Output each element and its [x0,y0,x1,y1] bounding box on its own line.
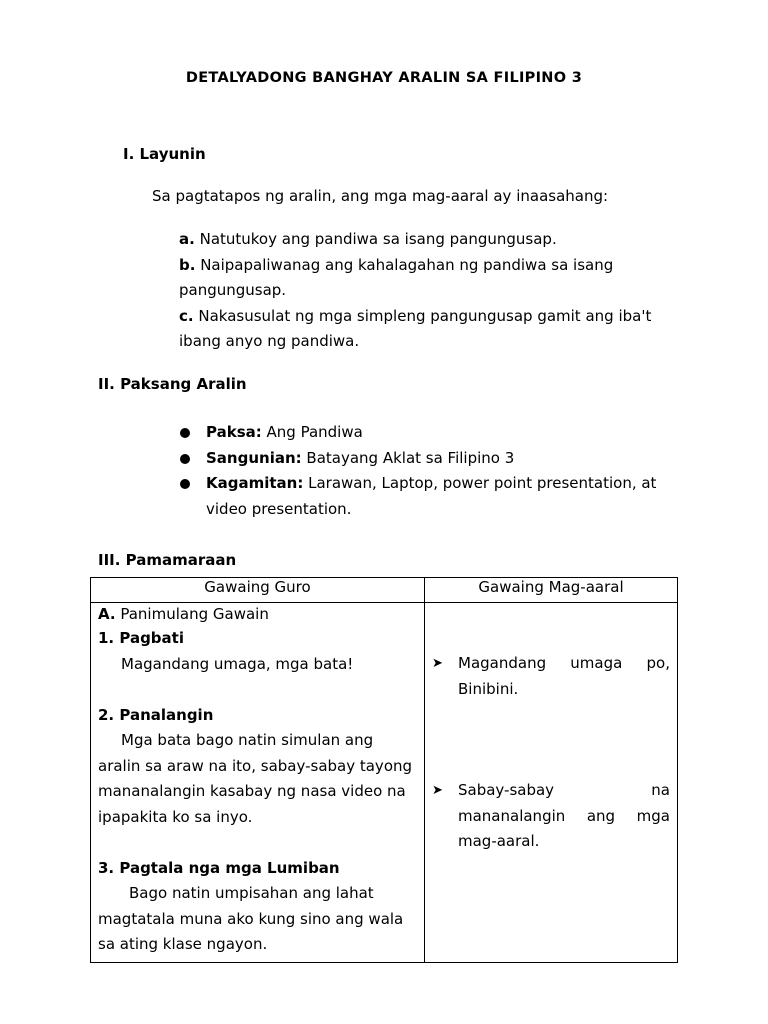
objective-a [179,227,679,253]
objective-letter: b. [179,255,196,274]
pagbati-response [432,651,670,702]
objective-text: Natutukoy ang pandiwa sa isang pangungusap. [194,230,557,248]
panalangin-magaaral-text: Sabay-sabay na mananalangin ang mga mag-aaral. [458,781,670,850]
spacer [432,702,670,778]
spacer [98,830,418,856]
bullet-icon [180,428,190,438]
item-label: Kagamitan: [206,474,304,492]
pagbati-guro-text: Magandang umaga, mga bata! [121,654,354,673]
objectives-intro: Sa pagtatapos ng aralin, ang mga mag-aaral ay inaasahang: [152,187,609,205]
pagbati-heading: 1. Pagbati [98,629,184,647]
list-item-sangunian [178,446,678,472]
bullet-icon [180,479,190,489]
item-value: Batayang Aklat sa Filipino 3 [301,448,515,467]
objective-letter: a. [179,230,195,248]
panalangin-guro-text: Mga bata bago natin simulan ang aralin sa araw na ito, sabay-sabay tayong mananalangin kasabay ng nasa video na ipapakita ko sa inyo. [98,731,413,826]
objectives-list [179,227,679,355]
spacer [98,677,418,703]
section-heading-paksang-aralin: II. Paksang Aralin [98,375,247,393]
list-item-paksa [178,420,678,446]
objective-text: Naipapaliwanag ang kahalagahan ng pandiwa sa isang pangungusap. [179,255,614,299]
objective-letter: c. [179,306,194,325]
section-heading-pamamaraan: III. Pamamaraan [98,551,237,569]
panalangin-heading: 2. Panalangin [98,705,214,724]
panalangin-response [432,778,670,855]
part-letter: A. [98,605,116,623]
bullet-icon [180,454,190,464]
objective-text: Nakasusulat ng mga simpleng pangungusap gamit ang iba't ibang anyo ng pandiwa. [179,306,652,350]
lumiban-guro-text: Bago natin umpisahan ang lahat magtatala muna ako kung sino ang wala sa ating klase ngayon. [98,884,404,953]
objective-c [179,304,679,355]
spacer [432,603,670,651]
pagbati-magaaral-text: Magandang umaga po, Binibini. [458,654,670,698]
column-header-guro: Gawaing Guro [91,578,425,603]
magaaral-cell [425,603,678,963]
table-header-row [91,578,678,603]
item-value: Ang Pandiwa [261,423,363,441]
part-title: Panimulang Gawain [115,605,269,623]
lumiban-heading: 3. Pagtala nga mga Lumiban [98,858,340,877]
arrowhead-bullet-icon: ➤ [432,656,443,671]
document-title: DETALYADONG BANGHAY ARALIN SA FILIPINO 3 [185,70,583,86]
table-row [91,603,678,963]
item-label: Paksa: [206,423,262,441]
paksang-aralin-list [178,420,678,522]
item-label: Sangunian: [206,448,302,467]
objective-b [179,253,679,304]
item-value: Larawan, Laptop, power point presentation, at video presentation. [206,474,657,518]
list-item-kagamitan [178,471,678,522]
guro-cell [91,603,425,963]
arrowhead-bullet-icon: ➤ [432,783,443,798]
column-header-magaaral: Gawaing Mag-aaral [425,578,678,603]
part-heading [98,603,418,626]
procedure-table [90,577,678,963]
section-heading-layunin: I. Layunin [123,145,206,163]
